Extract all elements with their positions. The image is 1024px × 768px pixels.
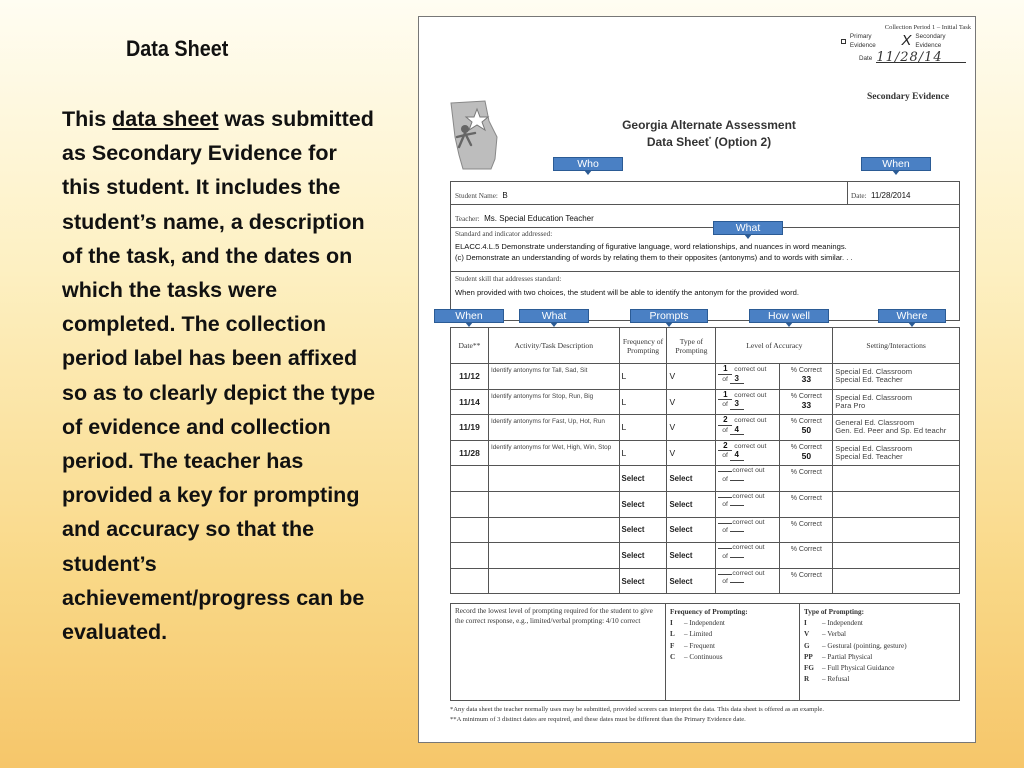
callout-what-top: What — [713, 221, 783, 235]
callout-where: Where — [878, 309, 946, 323]
row-correct: 1 — [718, 391, 732, 401]
key-item: C – Continuous — [670, 652, 723, 661]
type-select[interactable]: Select — [667, 568, 716, 594]
key-item: PP – Partial Physical — [804, 652, 873, 661]
table-row: 11/14 Identify antonyms for Stop, Run, Big L V 1 correct out of 3 % Correct 33 Special Ed. Classroom Para Pro — [451, 389, 960, 415]
key-note: Record the lowest level of prompting required for the student to give the correct response, e.g., limited/verbal prompting: 4/10 correct — [455, 607, 653, 625]
row-activity: Identify antonyms for Wet, High, Win, Stop — [488, 440, 619, 466]
table-row: Select Select correct out of % Correct — [451, 491, 960, 517]
row-date: 11/12 — [451, 364, 489, 390]
table-row: 11/12 Identify antonyms for Tall, Sad, Sit L V 1 correct out of 3 % Correct 33 Special Ed. Classroom Special Ed. Teacher — [451, 364, 960, 390]
table-row: 11/28 Identify antonyms for Wet, High, Win, Stop L V 2 correct out of 4 % Correct 50 Special Ed. Classroom Special Ed. Teacher — [451, 440, 960, 466]
key-item: I – Independent — [804, 619, 863, 628]
callout-when: When — [434, 309, 504, 323]
frequency-select[interactable]: Select — [619, 568, 667, 594]
frequency-select[interactable]: Select — [619, 466, 667, 492]
callout-how-well: How well — [749, 309, 829, 323]
table-row: Select Select correct out of % Correct — [451, 543, 960, 569]
callout-what: What — [519, 309, 589, 323]
student-skill: When provided with two choices, the student will be able to identify the antonym for the provided word. — [455, 288, 800, 297]
collection-period-label: Collection Period 1 – Initial Task Primary Evidence X Secondary Evidence Date 11/28/14 — [839, 23, 971, 63]
row-date: 11/19 — [451, 415, 489, 441]
row-date: 11/14 — [451, 389, 489, 415]
standard-line-2: (c) Demonstrate an understanding of words by relating them to their opposites (antonyms) and to words with similar. . . — [455, 253, 853, 262]
row-type: V — [667, 364, 716, 390]
row-percent: 50 — [801, 450, 812, 461]
row-frequency: L — [619, 364, 667, 390]
row-activity: Identify antonyms for Tall, Sad, Sit — [488, 364, 619, 390]
sheet-date: 11/28/2014 — [871, 191, 911, 200]
prompting-key-box — [450, 603, 960, 701]
student-info-box: Student Name: B Date: 11/28/2014 Teacher: Ms. Special Education Teacher Standard and indicator addressed: ELACC.4.L.5 Demonstrate understanding of figurative language, word relationships, and nuances in word meanings. (c) Demonstrate an understanding of words by relating them to their opposites (antonyms) and to words with similar. . . Student skill that addresses standard: When provided with two choices, the student will be able to identify the antonym for the provided word. — [450, 181, 960, 321]
data-table — [450, 327, 960, 594]
frequency-key: Frequency of Prompting: I – Independent L – Limited F – Frequent C – Continuous — [670, 607, 748, 663]
type-select[interactable]: Select — [667, 543, 716, 569]
georgia-map-logo-icon — [445, 99, 499, 171]
row-setting: Special Ed. Classroom Special Ed. Teacher — [833, 440, 960, 466]
teacher-name: Ms. Special Education Teacher — [484, 214, 594, 223]
row-percent: 33 — [801, 399, 812, 410]
row-out-of: 4 — [730, 451, 744, 461]
row-type: V — [667, 389, 716, 415]
table-row: Select Select correct out of % Correct — [451, 568, 960, 594]
type-select[interactable]: Select — [667, 466, 716, 492]
table-row: Select Select correct out of % Correct — [451, 466, 960, 492]
table-row: Select Select correct out of % Correct — [451, 517, 960, 543]
row-type: V — [667, 440, 716, 466]
frequency-select[interactable]: Select — [619, 543, 667, 569]
type-select[interactable]: Select — [667, 491, 716, 517]
row-correct: 2 — [718, 416, 732, 426]
row-setting: General Ed. Classroom Gen. Ed. Peer and Sp. Ed teachr — [833, 415, 960, 441]
row-date: 11/28 — [451, 440, 489, 466]
key-item: L – Limited — [670, 630, 713, 639]
footnotes: *Any data sheet the teacher normally uses may be submitted, provided scorers can interpret the data. This data sheet is offered as an example. **A minimum of 3 distinct dates are required, and these dates must be different than the Primary Evidence date. — [450, 706, 825, 723]
callout-when-top: When — [861, 157, 931, 171]
primary-evidence-checkbox — [841, 39, 846, 44]
row-correct: 1 — [718, 365, 732, 375]
key-item: G – Gestural (pointing, gesture) — [804, 641, 907, 650]
key-item: V – Verbal — [804, 630, 847, 639]
row-out-of: 3 — [730, 375, 744, 385]
row-percent: 50 — [801, 425, 812, 436]
type-select[interactable]: Select — [667, 517, 716, 543]
callout-who: Who — [553, 157, 623, 171]
row-activity: Identify antonyms for Fast, Up, Hot, Run — [488, 415, 619, 441]
key-item: F – Frequent — [670, 641, 715, 650]
data-sheet-link[interactable]: data sheet — [112, 107, 219, 131]
frequency-select[interactable]: Select — [619, 491, 667, 517]
row-setting: Special Ed. Classroom Special Ed. Teacher — [833, 364, 960, 390]
slide-body-text: This data sheet was submitted as Secondary Evidence for this student. It includes the student’s name, a description of the task, and the dates on which the tasks were completed. The collection period label has been affixed so as to clearly depict the type of evidence and collection period. The teacher has provided a key for prompting and accuracy so that the student’s achievement/progress can be evaluated. — [62, 107, 376, 645]
row-out-of: 3 — [730, 400, 744, 410]
key-item: R – Refusal — [804, 675, 850, 684]
frequency-select[interactable]: Select — [619, 517, 667, 543]
row-correct: 2 — [718, 442, 732, 452]
row-out-of: 4 — [730, 426, 744, 436]
student-name: B — [502, 191, 508, 200]
type-key: Type of Prompting: I – Independent V – Verbal G – Gestural (pointing, gesture) PP – Partial Physical FG – Full Physical Guidance R – Refusal — [804, 607, 907, 685]
key-item: I – Independent — [670, 619, 725, 628]
row-frequency: L — [619, 440, 667, 466]
key-item: FG – Full Physical Guidance — [804, 664, 895, 673]
form-title: Georgia Alternate Assessment Data Sheet* (Option 2) — [622, 118, 796, 149]
row-type: V — [667, 415, 716, 441]
collection-date: 11/28/14 — [876, 53, 966, 63]
row-frequency: L — [619, 415, 667, 441]
slide-title: Data Sheet — [126, 36, 229, 61]
table-row: 11/19 Identify antonyms for Fast, Up, Hot, Run L V 2 correct out of 4 % Correct 50 General Ed. Classroom Gen. Ed. Peer and Sp. Ed teachr — [451, 415, 960, 441]
secondary-evidence-mark: X — [901, 32, 912, 49]
callout-prompts: Prompts — [630, 309, 708, 323]
standard-line-1: ELACC.4.L.5 Demonstrate understanding of figurative language, word relationships, and nuances in word meanings. — [455, 242, 847, 251]
row-frequency: L — [619, 389, 667, 415]
table-header-row: Date** Activity/Task Description Frequency of Prompting Type of Prompting Level of Accuracy Setting/Interactions — [451, 328, 960, 364]
row-percent: 33 — [801, 374, 812, 384]
row-activity: Identify antonyms for Stop, Run, Big — [488, 389, 619, 415]
data-sheet-document — [418, 16, 976, 743]
secondary-evidence-heading: Secondary Evidence — [867, 92, 950, 102]
row-setting: Special Ed. Classroom Para Pro — [833, 389, 960, 415]
